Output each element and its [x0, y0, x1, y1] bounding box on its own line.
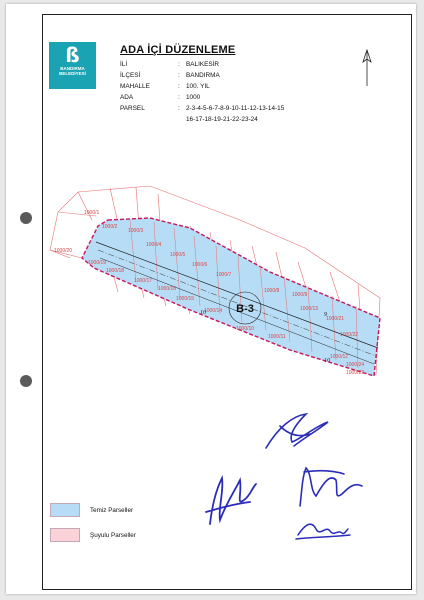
- parcel-label: 1000/3: [128, 228, 144, 234]
- info-row: MAHALLE : 100. YIL: [120, 83, 326, 94]
- parcel-label: 1000/21: [326, 316, 345, 322]
- info-table: [120, 61, 326, 127]
- parcel-label: 1000/5: [170, 252, 186, 258]
- parcel-label: 1000/16: [158, 286, 177, 292]
- parcel-label: 1000/9: [292, 292, 308, 298]
- parcel-label: 1000/14: [204, 308, 223, 314]
- logo-text: BANDIRMA BELEDİYESİ: [59, 66, 86, 76]
- info-row: PARSEL : 2-3-4-5-6-7-8-9-10-11-12-13-14-15: [120, 105, 326, 116]
- north-arrow-icon: [360, 48, 374, 88]
- parcel-label: 1000/19: [88, 260, 107, 266]
- parcel-label: 1000/2: [102, 224, 118, 230]
- legend-swatch-shared: [50, 528, 80, 542]
- parcel-label: 1000/22: [340, 332, 359, 338]
- parcel-label: 1000/4: [146, 242, 162, 248]
- parcel-label: 1000/20: [54, 248, 73, 254]
- parcel-label: 1000/13: [300, 306, 319, 312]
- info-value-continued: 16-17-18-19-21-22-23-24: [186, 116, 258, 123]
- info-key: İLİ: [120, 61, 128, 68]
- info-key: PARSEL: [120, 105, 145, 112]
- punch-hole: [20, 212, 32, 224]
- parcel-label: 1000/17: [134, 278, 153, 284]
- signature-4: [292, 515, 352, 545]
- info-value: 1000: [186, 94, 201, 101]
- parcel-label: 1000/8: [264, 288, 280, 294]
- cadastral-map: [40, 180, 390, 390]
- legend-label: Temiz Parseller: [90, 506, 134, 514]
- parcel-label: 1000/6: [192, 262, 208, 268]
- parcel-label: 1000/7: [216, 272, 232, 278]
- road-number: 10: [200, 310, 206, 316]
- legend-label: Şuyulu Parseller: [90, 531, 136, 539]
- parcel-label: 1000/12: [330, 354, 349, 360]
- info-value: BALIKESİR: [186, 61, 220, 68]
- parcel-label: 1000/18: [106, 268, 125, 274]
- road-number: 10: [324, 358, 330, 364]
- parcel-label: 1000/11: [268, 334, 286, 340]
- signature-1: [258, 408, 338, 458]
- municipality-logo: [49, 42, 96, 89]
- parcel-label: 1000/1: [84, 210, 100, 216]
- parcel-label: 1000/24: [346, 362, 365, 368]
- parcel-label: 1000/15: [176, 296, 195, 302]
- punch-hole: [20, 375, 32, 387]
- page-title: ADA İÇİ DÜZENLEME: [120, 44, 236, 56]
- parcel-label: 1000/23: [346, 370, 365, 376]
- info-row: İLÇESİ : BANDIRMA: [120, 72, 326, 83]
- parcel-label: 1000/10: [236, 326, 255, 332]
- info-key: ADA: [120, 94, 134, 101]
- info-row: İLİ : BALIKESİR: [120, 61, 326, 72]
- logo-icon: ß: [65, 43, 80, 67]
- info-row: ADA : 1000: [120, 94, 326, 105]
- road-number: 9: [324, 312, 327, 318]
- map-legend: [50, 503, 136, 553]
- legend-swatch-clean: [50, 503, 80, 517]
- info-value: 100. YIL: [186, 83, 210, 90]
- info-key: MAHALLE: [120, 83, 150, 90]
- signature-3: [290, 460, 370, 512]
- info-value: 2-3-4-5-6-7-8-9-10-11-12-13-14-15: [186, 105, 285, 112]
- legend-item-clean: [50, 503, 136, 517]
- info-value: BANDIRMA: [186, 72, 220, 79]
- info-key: İLÇESİ: [120, 72, 141, 79]
- signature-2: [200, 462, 264, 532]
- legend-item-shared: [50, 528, 136, 542]
- block-label: B-3: [236, 303, 254, 315]
